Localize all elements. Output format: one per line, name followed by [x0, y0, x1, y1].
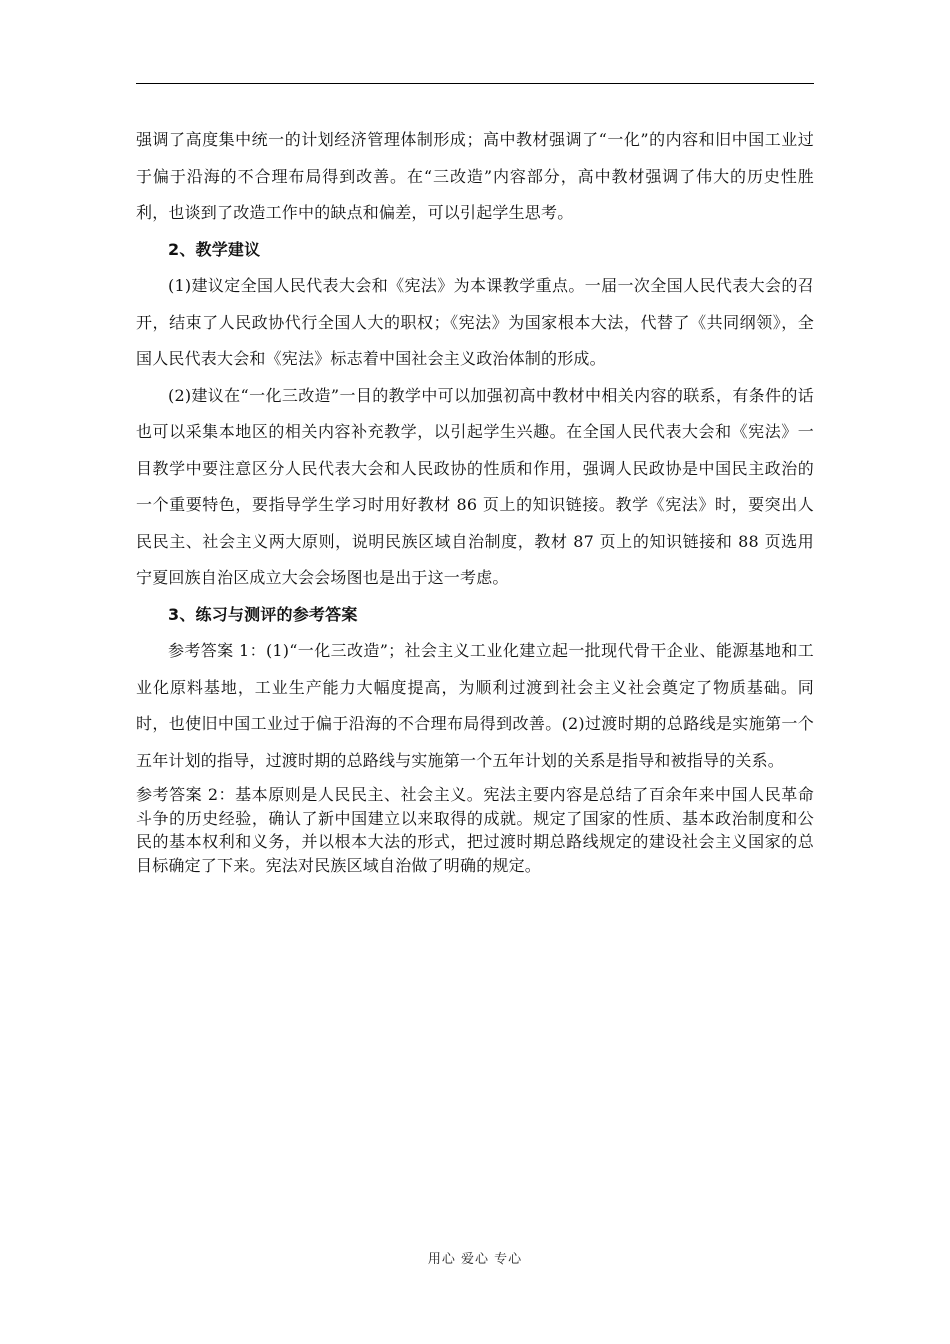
paragraph-reference-answer-2: 参考答案 2：基本原则是人民民主、社会主义。宪法主要内容是总结了百余年来中国人民革命斗争的历史经验，确认了新中国建立以来取得的成就。规定了国家的性质、基本政治制度和公民的基本权利和义务，并以根本大法的形式，把过渡时期总路线规定的建设社会主义国家的总目标确定了下来。宪法对民族区域自治做了明确的规定。	[136, 785, 814, 875]
paragraph-curriculum-comparison: 强调了高度集中统一的计划经济管理体制形成；高中教材强调了“一化”的内容和旧中国工业过于偏于沿海的不合理布局得到改善。在“三改造”内容部分，高中教材强调了伟大的历史性胜利，也谈到了改造工作中的缺点和偏差，可以引起学生思考。	[136, 130, 814, 222]
heading-teaching-suggestions: 2、教学建议	[168, 239, 261, 259]
document-body	[136, 122, 814, 877]
heading-reference-answers: 3、练习与测评的参考答案	[168, 604, 358, 624]
paragraph-suggestion-1: (1)建议定全国人民代表大会和《宪法》为本课教学重点。一届一次全国人民代表大会的召开，结束了人民政协代行全国人大的职权；《宪法》为国家根本大法，代替了《共同纲领》，全国人民代表大会和《宪法》标志着中国社会主义政治体制的形成。	[136, 276, 814, 368]
paragraph-reference-answer-1: 参考答案 1：(1)“一化三改造”；社会主义工业化建立起一批现代骨干企业、能源基地和工业化原料基地，工业生产能力大幅度提高，为顺利过渡到社会主义社会奠定了物质基础。同时，也使旧中国工业过于偏于沿海的不合理布局得到改善。(2)过渡时期的总路线是实施第一个五年计划的指导，过渡时期的总路线与实施第一个五年计划的关系是指导和被指导的关系。	[136, 641, 814, 770]
header-rule	[136, 83, 814, 84]
paragraph-suggestion-2: (2)建议在“一化三改造”一目的教学中可以加强初高中教材中相关内容的联系，有条件的话也可以采集本地区的相关内容补充教学，以引起学生兴趣。在全国人民代表大会和《宪法》一目教学中要注意区分人民代表大会和人民政协的性质和作用，强调人民政协是中国民主政治的一个重要特色，要指导学生学习时用好教材 86 页上的知识链接。教学《宪法》时，要突出人民民主、社会主义两大原则，说明民族区域自治制度，教材 87 页上的知识链接和 88 页选用宁夏回族自治区成立大会会场图也是出于这一考虑。	[136, 385, 814, 587]
page-footer: 用心 爱心 专心	[427, 1252, 523, 1267]
